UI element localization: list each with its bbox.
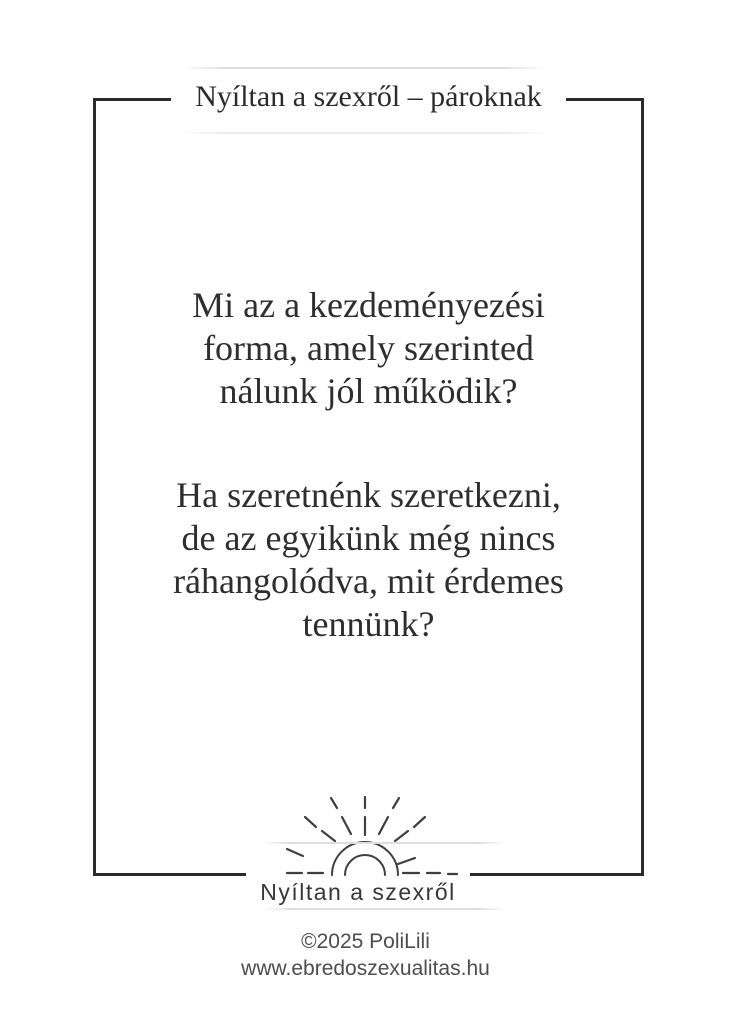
question-2-line: ráhangolódva, mit érdemes xyxy=(173,561,564,601)
header xyxy=(93,74,644,120)
website-url: www.ebredoszexualitas.hu xyxy=(241,957,490,980)
question-1 xyxy=(93,284,644,413)
question-2-line: tennünk? xyxy=(302,604,435,644)
question-2-line: Ha szeretnénk szeretkezni, xyxy=(176,475,561,515)
divider-above-title xyxy=(182,67,546,69)
copyright-text: ©2025 PoliLili xyxy=(301,930,430,953)
footer xyxy=(0,928,731,982)
brand-wordmark: Nyíltan a szexről xyxy=(260,879,456,905)
question-1-line: forma, amely szerinted xyxy=(203,328,534,368)
brand-logo xyxy=(246,788,470,910)
question-1-line: Mi az a kezdeményezési xyxy=(192,285,545,325)
question-2 xyxy=(93,474,644,646)
deck-title: Nyíltan a szexről – pároknak xyxy=(171,74,566,120)
question-1-line: nálunk jól működik? xyxy=(219,371,518,411)
question-2-line: de az egyikünk még nincs xyxy=(181,518,556,558)
